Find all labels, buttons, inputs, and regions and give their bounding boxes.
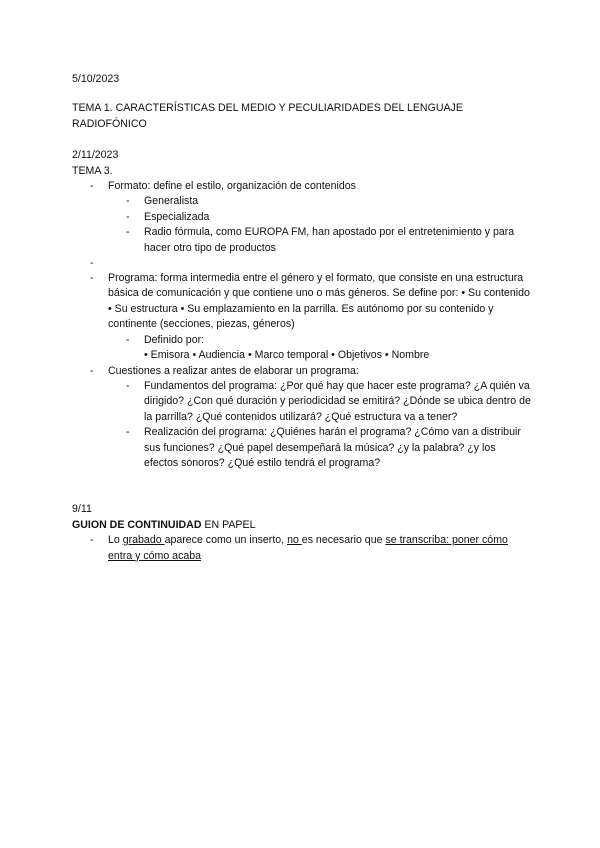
formato-label: Formato: define el estilo, organización de contenidos [108, 180, 356, 193]
formato-sublist [108, 194, 532, 256]
guion-list [72, 533, 532, 564]
tema-1-heading: TEMA 1. CARACTERÍSTICAS DEL MEDIO Y PECULIARIDADES DEL LENGUAJE RADIOFÓNICO [72, 102, 463, 130]
document-page [72, 72, 532, 564]
definido-values: • Emisora • Audiencia • Marco temporal • Objetivos • Nombre [144, 349, 430, 362]
underlined-run: grabado [122, 534, 165, 547]
text-run: es necesario que [301, 534, 386, 547]
guion-heading [72, 518, 532, 533]
guion-title-bold: GUION DE CONTINUIDAD [72, 518, 202, 531]
underlined-run: se transcriba: poner cómo entra y cómo acaba [108, 534, 508, 562]
date-1: 5/10/2023 [72, 73, 120, 85]
text-run: Lo [108, 534, 123, 547]
list-item: - Radio fórmula, como EUROPA FM, han apostado por el entretenimiento y para hacer otro tipo de productos [144, 225, 532, 256]
formato-item [108, 179, 532, 256]
cuestiones-sublist [108, 379, 532, 471]
cuestiones-label: Cuestiones a realizar antes de elaborar un programa: [108, 364, 359, 377]
cuestiones-item [108, 364, 532, 472]
list-item: - Fundamentos del programa: ¿Por qué hay que hacer este programa? ¿A quién va dirigido? ¿Con qué duración y periodicidad se emitirá? ¿Dónde se ubica dentro de la parrilla? ¿Qué contenidos utilizará? ¿Qué estructura va a tener? [144, 379, 532, 425]
tema-3-list [72, 179, 532, 471]
guion-title-rest: EN PAPEL [201, 518, 256, 531]
list-item: - Realización del programa: ¿Quiénes harán el programa? ¿Cómo van a distribuir sus funciones? ¿Qué papel desempeñará la música? ¿y la palabra? ¿y los efectos sonoros? ¿Qué estilo tendrá el programa? [144, 425, 532, 471]
list-item: - Especializada [144, 210, 532, 225]
date-2: 2/11/2023 [72, 149, 119, 162]
guion-item [108, 533, 532, 564]
tema-3-heading: TEMA 3. [72, 164, 113, 177]
blank-line [108, 256, 532, 271]
programa-text: Programa: forma intermedia entre el género y el formato, que consiste en una estructura básica de comunicación y que contiene uno o más géneros. Se define por: • Su contenido • Su estructura • Su emplazamiento en la parrilla. Es autónomo por su contenido y continente (secciones, piezas, géneros) [108, 272, 530, 331]
underlined-run: no [287, 534, 302, 547]
list-item: - Generalista [144, 194, 532, 209]
programa-item [108, 271, 532, 363]
text-run: aparece como un inserto, [164, 534, 288, 547]
date-3: 9/11 [72, 503, 92, 516]
list-item: - Definido por: [144, 333, 532, 348]
programa-sublist [108, 333, 532, 364]
